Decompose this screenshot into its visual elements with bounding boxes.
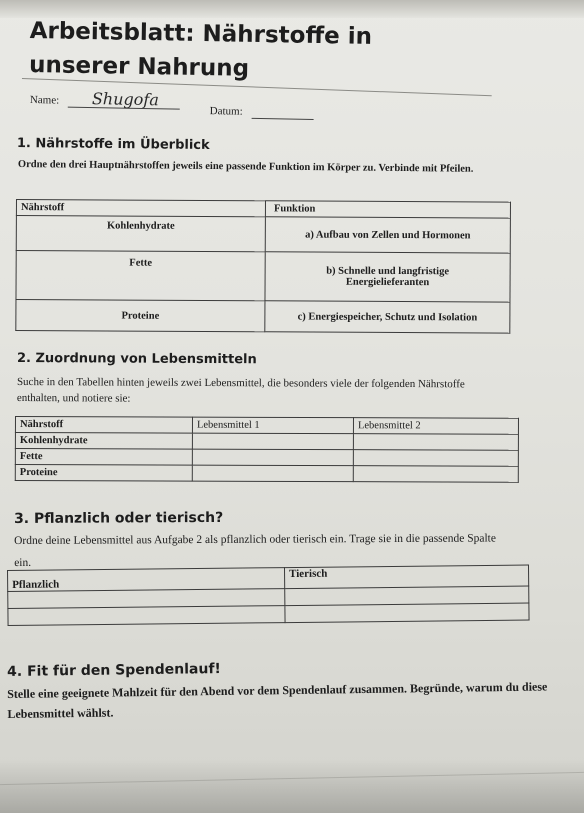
nutrient-row-label: Proteine — [15, 465, 192, 482]
answer-cell[interactable] — [285, 603, 529, 623]
table-header: Funktion — [265, 201, 510, 218]
section3-instruction: Ordne deine Lebensmittel aus Aufgabe 2 als pflanzlich oder tierisch ein. Trage sie in die passende Spalte ein. — [14, 532, 496, 569]
section3-heading: 3. Pflanzlich oder tierisch? — [14, 509, 224, 527]
section4-instruction: Stelle eine geeignete Mahlzeit für den Abend vor dem Spendenlauf zusammen. Begründe, warum du diese Lebensmittel wählst. — [7, 679, 548, 721]
table-header: Lebensmittel 2 — [353, 418, 518, 435]
section1-heading: 1. Nährstoffe im Überblick — [16, 136, 210, 154]
function-cell: a) Aufbau von Zellen und Hormonen — [265, 217, 510, 253]
table-header: Lebensmittel 1 — [192, 417, 353, 434]
worksheet-title: Arbeitsblatt: Nährstoffe in unserer Nahrung — [28, 17, 373, 82]
table-header: Nährstoff — [16, 200, 265, 217]
table-header: Tierisch — [284, 565, 528, 589]
name-handwritten: Shugofa — [91, 89, 159, 110]
page-bottom-shadow — [0, 760, 584, 813]
date-label: Datum: — [209, 105, 243, 118]
answer-cell[interactable] — [8, 606, 285, 626]
name-date-row — [29, 89, 329, 129]
section2-instruction: Suche in den Tabellen hinten jeweils zwei Lebensmittel, die besonders viele der folgenden Nährstoffe enthalten, und notiere sie: — [16, 375, 465, 405]
nutrient-cell: Fette — [16, 251, 265, 301]
name-label: Name: — [29, 94, 60, 107]
nutrient-function-table — [15, 199, 511, 334]
nutrient-cell: Proteine — [16, 300, 265, 332]
function-cell: b) Schnelle und langfristige Energielieferanten — [265, 252, 510, 302]
answer-cell[interactable] — [192, 433, 353, 450]
answer-cell[interactable] — [353, 466, 518, 483]
table-header: Pflanzlich — [8, 568, 285, 592]
answer-cell[interactable] — [192, 449, 353, 466]
nutrient-row-label: Kohlenhydrate — [15, 433, 192, 450]
date-field[interactable] — [252, 118, 314, 120]
nutrient-row-label: Fette — [15, 449, 192, 466]
section4-heading: 4. Fit für den Spendenlauf! — [7, 661, 221, 680]
function-cell: c) Energiespeicher, Schutz und Isolation — [265, 301, 510, 333]
food-assignment-table — [15, 416, 519, 483]
answer-cell[interactable] — [192, 465, 353, 482]
section1-instruction: Ordne den drei Hauptnährstoffen jeweils eine passende Funktion im Körper zu. Verbinde mit Pfeilen. — [17, 158, 474, 175]
section2-heading: 2. Zuordnung von Lebensmitteln — [16, 351, 257, 368]
answer-cell[interactable] — [353, 450, 518, 467]
nutrient-cell: Kohlenhydrate — [16, 216, 265, 252]
answer-cell[interactable] — [353, 434, 518, 451]
table-header: Nährstoff — [15, 417, 192, 434]
plant-animal-table — [7, 565, 530, 626]
